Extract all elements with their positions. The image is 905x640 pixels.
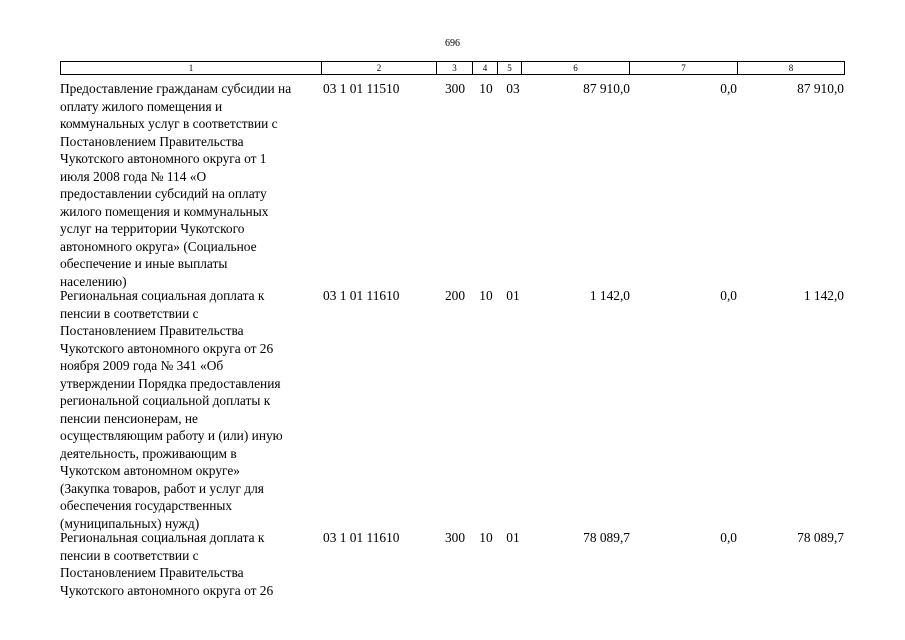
header-col-6: 6: [522, 62, 630, 74]
row-name: Региональная социальная доплата к пенсии в соответствии с Постановлением Правительства Чукотского автономного округа от 26 ноября 2009 года № 341 «Об утверждении Порядка предоставления региональной социальной доплаты к пенсии пенсионерам, не осуществляющим работу и (или) иную деятельность, проживающим в Чукотском автономном округе» (Закупка товаров, работ и услуг для обеспечения государственных (муниципальных) нужд): [60, 288, 283, 531]
row-change: 0,0: [720, 288, 737, 303]
header-col-5: 5: [498, 62, 522, 74]
row-name: Региональная социальная доплата к пенсии в соответствии с Постановлением Правительства Чукотского автономного округа от 26: [60, 530, 274, 598]
row-code: 03 1 01 11610: [323, 288, 400, 303]
row-total: 1 142,0: [803, 288, 844, 303]
row-pr: 01: [506, 530, 520, 545]
row-sum: 87 910,0: [583, 81, 630, 96]
row-total: 78 089,7: [797, 530, 844, 545]
row-change: 0,0: [720, 81, 737, 96]
row-code: 03 1 01 11610: [323, 530, 400, 545]
row-vr: 300: [444, 530, 466, 545]
row-change: 0,0: [720, 530, 737, 545]
row-pr: 03: [506, 81, 520, 96]
header-col-1: 1: [61, 62, 322, 74]
table-row: [60, 80, 844, 290]
row-total: 87 910,0: [797, 81, 844, 96]
row-sum: 78 089,7: [583, 530, 630, 545]
row-pr: 01: [506, 288, 520, 303]
row-sum: 1 142,0: [589, 288, 630, 303]
header-col-2: 2: [322, 62, 437, 74]
header-col-7: 7: [630, 62, 738, 74]
header-col-3: 3: [437, 62, 473, 74]
page-number: 696: [445, 38, 460, 49]
row-rz: 10: [479, 288, 493, 303]
table-row: [60, 529, 844, 599]
header-col-4: 4: [473, 62, 498, 74]
row-vr: 200: [444, 288, 466, 303]
row-vr: 300: [444, 81, 466, 96]
header-col-8: 8: [788, 63, 794, 73]
row-rz: 10: [479, 81, 493, 96]
table-row: [60, 287, 844, 532]
table-header: [60, 61, 845, 75]
row-name: Предоставление гражданам субсидии на оплату жилого помещения и коммунальных услуг в соответствии с Постановлением Правительства Чукотского автономного округа от 1 июля 2008 года № 114 «О предоставлении субсидий на оплату жилого помещения и коммунальных услуг на территории Чукотского автономного округа» (Социальное обеспечение и иные выплаты населению): [60, 81, 292, 289]
row-code: 03 1 01 11510: [323, 81, 400, 96]
row-rz: 10: [479, 530, 493, 545]
